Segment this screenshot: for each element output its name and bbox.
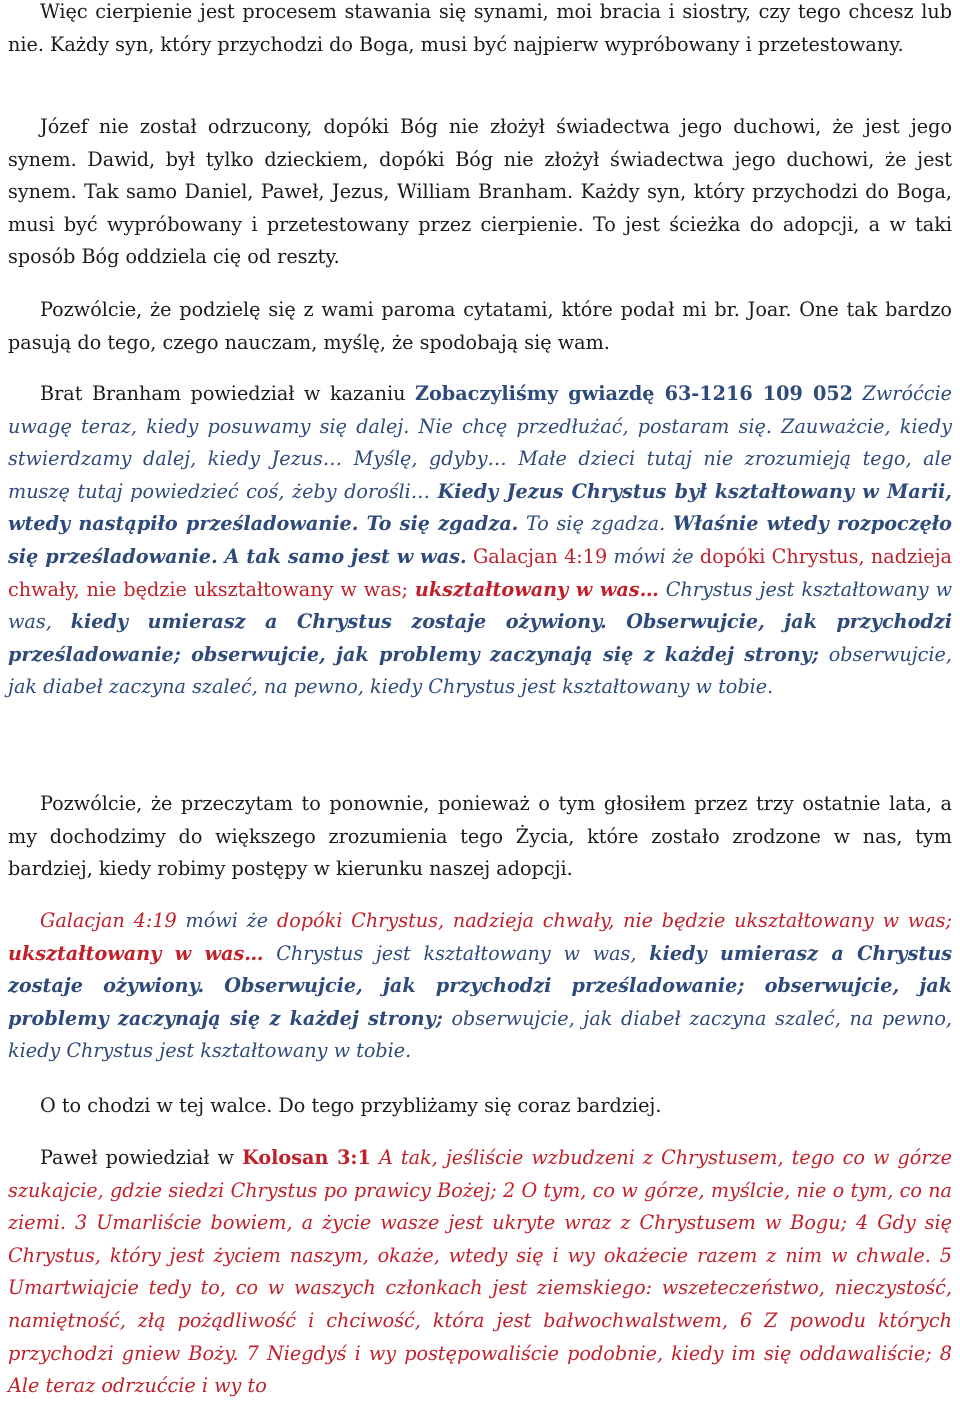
quote-text: obserwujcie, jak diabeł zaczyna szaleć, na pewno, kiedy Chrystus jest kształtowany w tobie. (8, 642, 952, 699)
paragraph-text: O to chodzi w tej walce. Do tego przybliżamy się coraz bardziej. (40, 1094, 662, 1117)
paragraph-galatians-quote (8, 905, 952, 1068)
paragraph-reread (8, 788, 952, 886)
paragraph-fight (8, 1090, 952, 1123)
paragraph-colossians (8, 1142, 952, 1401)
scripture-text: dopóki Chrystus, nadzieja chwały, nie będzie ukształtowany w was; (8, 544, 952, 601)
paragraph-branham-quote (8, 378, 952, 704)
paragraph-suffering (8, 0, 952, 61)
intro-text: Paweł powiedział w (40, 1146, 243, 1169)
paragraph-sons-testimony (8, 111, 952, 274)
intro-text: Brat Branham powiedział w kazaniu (40, 382, 415, 405)
quote-text: Zwróćcie uwagę teraz, kiedy posuwamy się dalej. Nie chcę przedłużać, postaram się. Zauważcie, kiedy stwierdzamy dalej, kiedy Jezus… Myślę, gdyby… Małe dzieci tutaj nie zrozumieją tego, ale muszę tutaj powiedzieć coś, żeby dorośli… (8, 382, 952, 503)
quote-text: Chrystus jest kształtowany w was, (8, 577, 952, 634)
quote-emphasis: Kiedy Jezus Chrystus był kształtowany w Marii, wtedy nastąpiło prześladowanie. To się zgadza. (8, 479, 952, 536)
scripture-text: dopóki Chrystus, nadzieja chwały, nie będzie ukształtowany w was; (268, 909, 952, 932)
paragraph-text: Pozwólcie, że przeczytam to ponownie, ponieważ o tym głosiłem przez trzy ostatnie lata, a my dochodzimy do większego zrozumienia tego Życia, które zostało zrodzone w nas, tym bardziej, kiedy robimy postępy w kierunku naszej adopcji. (8, 792, 952, 881)
paragraph-text: Pozwólcie, że podzielę się z wami paroma cytatami, które podał mi br. Joar. One tak bardzo pasują do tego, czego nauczam, myślę, że spodobają się wam. (8, 298, 952, 354)
paragraph-text: Więc cierpienie jest procesem stawania się synami, moi bracia i siostry, czy tego chcesz lub nie. Każdy syn, który przychodzi do Boga, musi być najpierw wypróbowany i przetestowany. (8, 0, 952, 56)
quote-text: obserwujcie, jak diabeł zaczyna szaleć, na pewno, kiedy Chrystus jest kształtowany w tobie. (8, 1006, 952, 1063)
scripture-reference: Galacjan 4:19 (40, 909, 177, 932)
scripture-emphasis: ukształtowany w was… (8, 941, 264, 965)
paragraph-quotes-intro (8, 294, 952, 359)
scripture-reference: Kolosan 3:1 (242, 1146, 371, 1169)
scripture-reference: Galacjan 4:19 (466, 544, 608, 568)
sermon-title: Zobaczyliśmy gwiazdę 63-1216 109 052 (414, 382, 853, 405)
scripture-text: A tak, jeśliście wzbudzeni z Chrystusem, tego co w górze szukajcie, gdzie siedzi Chrystus po prawicy Bożej; 2 O tym, co w górze, myślcie, nie o tym, co na ziemi. 3 Umarliście bowiem, a życie wasze jest ukryte wraz z Chrystusem w Bogu; 4 Gdy się Chrystus, który jest życiem naszym, okaże, wtedy się i wy okażecie razem z nim w chwale. 5 Umartwiajcie tedy to, co w waszych członkach jest ziemskiego: wszeteczeństwo, nieczystość, namiętność, złą pożądliwość i chciwość, która jest bałwochwalstwem, 6 Z powodu których przychodzi gniew Boży. 7 Niegdyś i wy postępowaliście podobnie, kiedy im się oddawaliście; 8 Ale teraz odrzućcie i wy to (8, 1146, 952, 1398)
scripture-emphasis: ukształtowany w was… (414, 577, 659, 601)
quote-text: mówi że (607, 544, 694, 568)
quote-emphasis: kiedy umierasz a Chrystus zostaje ożywiony. Obserwujcie, jak przychodzi prześladowanie; obserwujcie, jak problemy zaczynają się z każdej strony; (8, 610, 952, 666)
quote-text: Chrystus jest kształtowany w was, (263, 941, 650, 965)
quote-emphasis: Właśnie wtedy rozpoczęło się prześladowanie. A tak samo jest w was. (8, 512, 952, 568)
quote-text: To się zgadza. (518, 512, 673, 536)
paragraph-text: Józef nie został odrzucony, dopóki Bóg nie złożył świadectwa jego duchowi, że jest jego synem. Dawid, był tylko dzieckiem, dopóki Bóg nie złożył świadectwa jego duchowi, że jest synem. Tak samo Daniel, Paweł, Jezus, William Branham. Każdy syn, który przychodzi do Boga, musi być wypróbowany i przetestowany przez cierpienie. To jest ścieżka do adopcji, a w taki sposób Bóg oddziela cię od reszty. (8, 115, 952, 269)
quote-emphasis: kiedy umierasz a Chrystus zostaje ożywiony. Obserwujcie, jak przychodzi prześladowanie; obserwujcie, jak problemy zaczynają się z każdej strony; (8, 941, 952, 1030)
quote-text: mówi że (176, 909, 269, 932)
